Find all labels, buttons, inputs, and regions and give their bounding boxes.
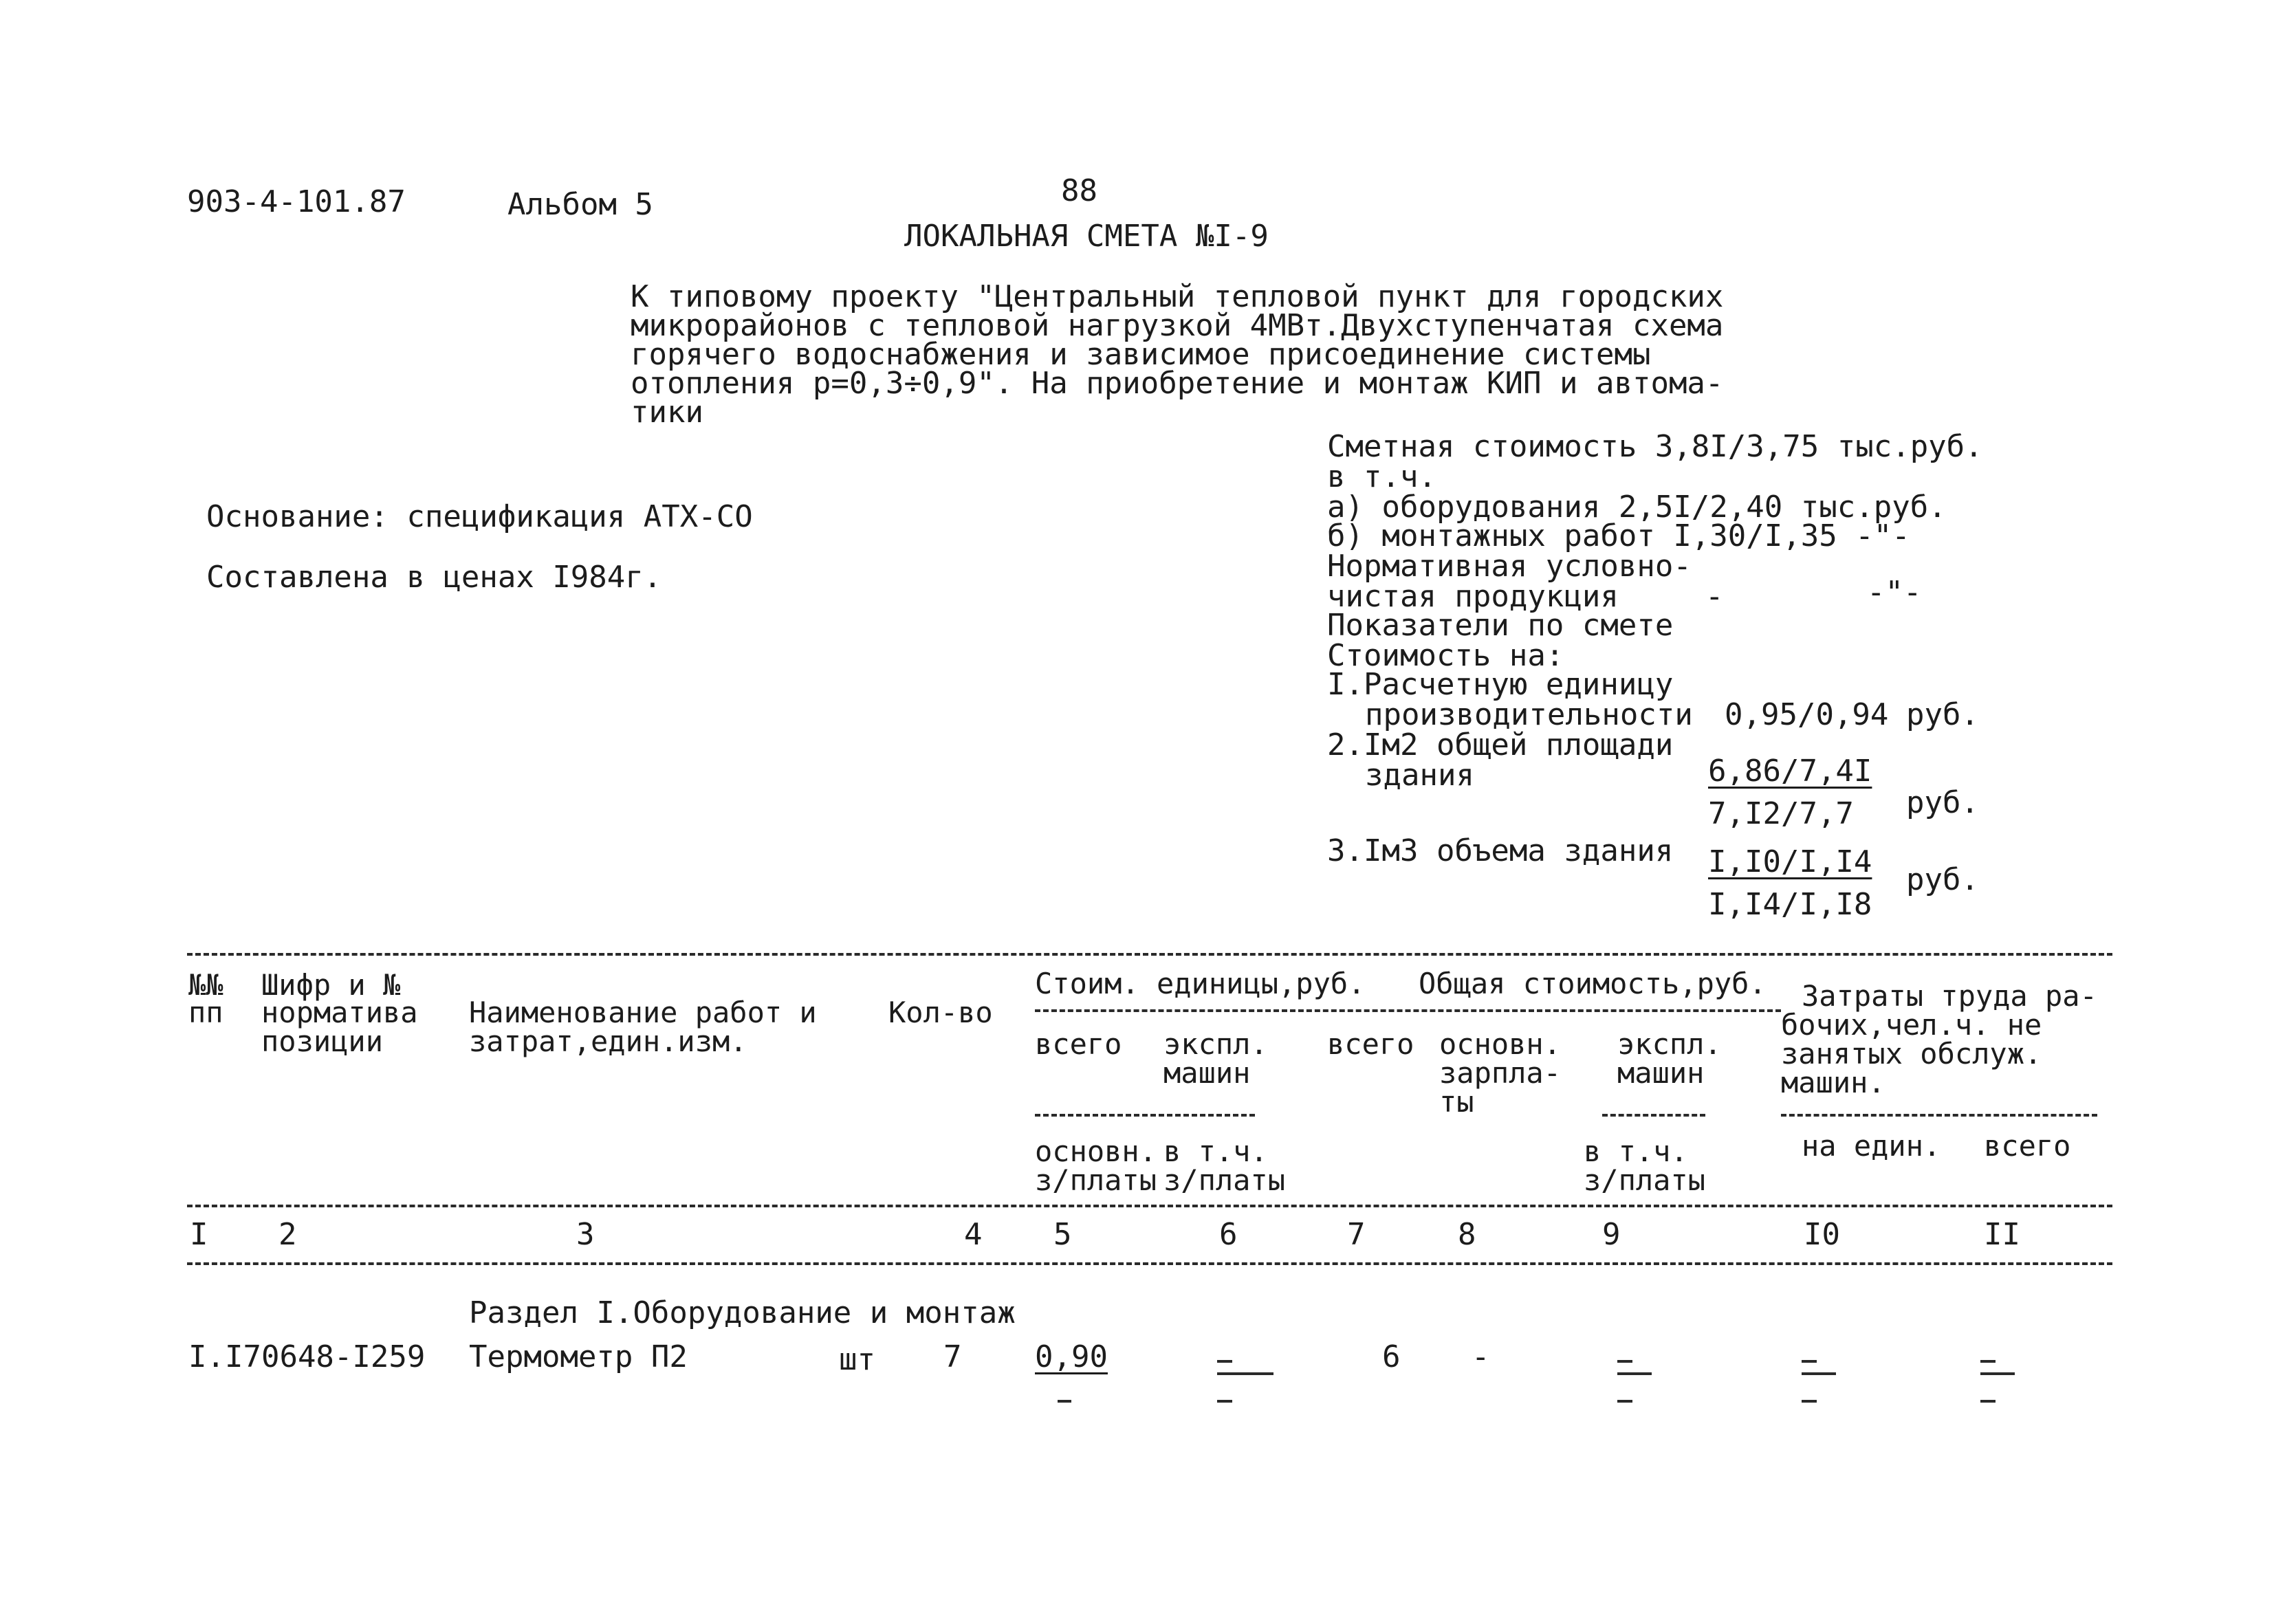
indicator-1-label: I.Расчетную единицу xyxy=(1327,667,1674,702)
indicator-3-unit: руб. xyxy=(1906,862,1979,897)
header-sub-rule xyxy=(1035,1114,1255,1117)
header-total-wage-cont: ты xyxy=(1439,1085,1474,1119)
header-name-cont: затрат,един.изм. xyxy=(469,1024,747,1058)
prices-text: Составлена в ценах I984г. xyxy=(206,560,662,595)
header-incl-wage-2: в т.ч. xyxy=(1584,1134,1688,1168)
header-number-cont: пп xyxy=(188,996,223,1029)
intro-line: К типовому проекту "Центральный тепловой пункт для городских xyxy=(631,279,1724,314)
column-number: I0 xyxy=(1804,1217,1840,1252)
header-labor-cont: бочих,чел.ч. не xyxy=(1781,1008,2042,1042)
intro-line: тики xyxy=(631,395,703,430)
indicator-2-unit: руб. xyxy=(1906,785,1979,820)
header-name: Наименование работ и xyxy=(469,996,817,1029)
header-quantity: Кол-во xyxy=(888,996,993,1029)
basis-text: Основание: спецификация АТХ-СО xyxy=(206,499,753,534)
header-per-unit: на един. xyxy=(1802,1129,1941,1163)
installation-cost: б) монтажных работ I,30/I,35 -"- xyxy=(1327,518,1910,553)
indicator-3-label: 3.Iм3 объема здания xyxy=(1327,833,1674,868)
indicators-label: Показатели по смете xyxy=(1327,608,1674,643)
header-bottom-rule xyxy=(187,1205,2112,1207)
row-basic-wage: - xyxy=(1472,1339,1490,1374)
header-incl-wage-2-cont: з/платы xyxy=(1584,1163,1706,1197)
indicator-1-value: 0,95/0,94 xyxy=(1725,697,1889,732)
indicator-2-label: 2.Iм2 общей площади xyxy=(1327,727,1674,762)
equipment-cost: а) оборудования 2,5I/2,40 тыс.руб. xyxy=(1327,490,1947,525)
column-number: I xyxy=(190,1217,208,1252)
empty-value-mark xyxy=(1980,1400,1996,1403)
header-unit-total: всего xyxy=(1035,1027,1122,1061)
row-unit: шт xyxy=(839,1342,875,1377)
indicator-2-label-cont: здания xyxy=(1365,758,1474,793)
indicator-2-denominator: 7,I2/7,7 xyxy=(1708,796,1854,831)
header-incl-wage: в т.ч. xyxy=(1163,1134,1268,1168)
column-number: 5 xyxy=(1053,1217,1072,1252)
column-number: II xyxy=(1984,1217,2020,1252)
album-label: Альбом 5 xyxy=(507,187,653,222)
header-incl-wage-cont: з/платы xyxy=(1163,1163,1286,1197)
indicator-1-unit: руб. xyxy=(1906,697,1979,732)
row-quantity: 7 xyxy=(943,1339,962,1374)
header-code-cont: норматива xyxy=(261,996,418,1029)
empty-value-mark xyxy=(1217,1360,1232,1363)
header-unit-machines-cont: машин xyxy=(1163,1056,1251,1090)
normative-value-ditto: -"- xyxy=(1867,575,1922,610)
estimated-cost: Сметная стоимость 3,8I/3,75 тыс.руб. xyxy=(1327,429,1983,464)
cost-for-label: Стоимость на: xyxy=(1327,638,1564,673)
header-total-wage: основн. xyxy=(1439,1027,1562,1061)
header-unit-cost: Стоим. единицы,руб. xyxy=(1035,967,1366,1000)
page-title: ЛОКАЛЬНАЯ СМЕТА №I-9 xyxy=(904,219,1269,254)
header-basic-wage-cont: з/платы xyxy=(1035,1163,1157,1197)
column-number: 3 xyxy=(576,1217,595,1252)
page-number: 88 xyxy=(1061,173,1097,208)
header-sub-rule xyxy=(1781,1114,2097,1117)
indicator-3-numerator: I,I0/I,I4 xyxy=(1708,844,1872,879)
empty-value-mark xyxy=(1802,1372,1836,1375)
indicator-1-label-cont: производительности xyxy=(1365,697,1693,732)
column-number: 9 xyxy=(1602,1217,1621,1252)
normative-label-cont: чистая продукция xyxy=(1327,579,1619,614)
header-code-cont: позиции xyxy=(261,1024,384,1058)
header-labor-cont: занятых обслуж. xyxy=(1781,1037,2042,1071)
indicator-2-numerator: 6,86/7,4I xyxy=(1708,754,1872,789)
header-total-cost: Общая стоимость,руб. xyxy=(1419,967,1767,1000)
table-top-rule xyxy=(187,953,2112,956)
indicator-3-denominator: I,I4/I,I8 xyxy=(1708,887,1872,922)
empty-value-mark xyxy=(1617,1400,1632,1403)
normative-value: - xyxy=(1705,579,1724,614)
empty-value-mark xyxy=(1617,1372,1652,1375)
header-group-rule xyxy=(1035,1009,1781,1012)
empty-value-mark xyxy=(1802,1400,1817,1403)
header-code: Шифр и № xyxy=(261,968,401,1002)
column-number: 7 xyxy=(1347,1217,1366,1252)
row-name: Термометр П2 xyxy=(469,1339,688,1374)
header-total-wage-cont: зарпла- xyxy=(1439,1056,1562,1090)
empty-value-mark xyxy=(1058,1400,1071,1403)
intro-line: отопления р=0,3÷0,9". На приобретение и монтаж КИП и автома- xyxy=(631,366,1724,401)
header-basic-wage: основн. xyxy=(1035,1134,1157,1168)
header-unit-machines: экспл. xyxy=(1163,1027,1268,1061)
column-number: 6 xyxy=(1219,1217,1238,1252)
row-code: I.I70648-I259 xyxy=(188,1339,426,1374)
row-total-cost: 6 xyxy=(1382,1339,1401,1374)
section-title: Раздел I.Оборудование и монтаж xyxy=(469,1295,1016,1330)
empty-value-mark xyxy=(1217,1400,1232,1403)
empty-value-mark xyxy=(1980,1360,1996,1363)
document-code: 903-4-101.87 xyxy=(187,184,406,219)
header-number: №№ xyxy=(188,968,223,1002)
empty-value-mark xyxy=(1980,1372,2015,1375)
header-labor-total: всего xyxy=(1984,1129,2071,1163)
column-number: 8 xyxy=(1458,1217,1476,1252)
header-labor: Затраты труда ра- xyxy=(1802,979,2097,1013)
row-unit-cost-total: 0,90 xyxy=(1035,1339,1108,1374)
normative-label: Нормативная условно- xyxy=(1327,549,1692,584)
header-labor-cont: машин. xyxy=(1781,1066,1885,1099)
empty-value-mark xyxy=(1617,1360,1632,1363)
column-numbers-rule xyxy=(187,1262,2112,1265)
intro-line: горячего водоснабжения и зависимое присоединение системы xyxy=(631,337,1651,372)
column-number: 2 xyxy=(278,1217,297,1252)
header-sub-rule xyxy=(1602,1114,1705,1117)
empty-value-mark xyxy=(1802,1360,1817,1363)
header-total-machines: экспл. xyxy=(1617,1027,1722,1061)
header-total-machines-cont: машин xyxy=(1617,1056,1705,1090)
including-label: в т.ч. xyxy=(1327,459,1436,494)
empty-value-mark xyxy=(1217,1372,1273,1375)
header-total-all: всего xyxy=(1327,1027,1414,1061)
column-number: 4 xyxy=(964,1217,983,1252)
intro-line: микрорайонов с тепловой нагрузкой 4МВт.Двухступенчатая схема xyxy=(631,308,1724,343)
